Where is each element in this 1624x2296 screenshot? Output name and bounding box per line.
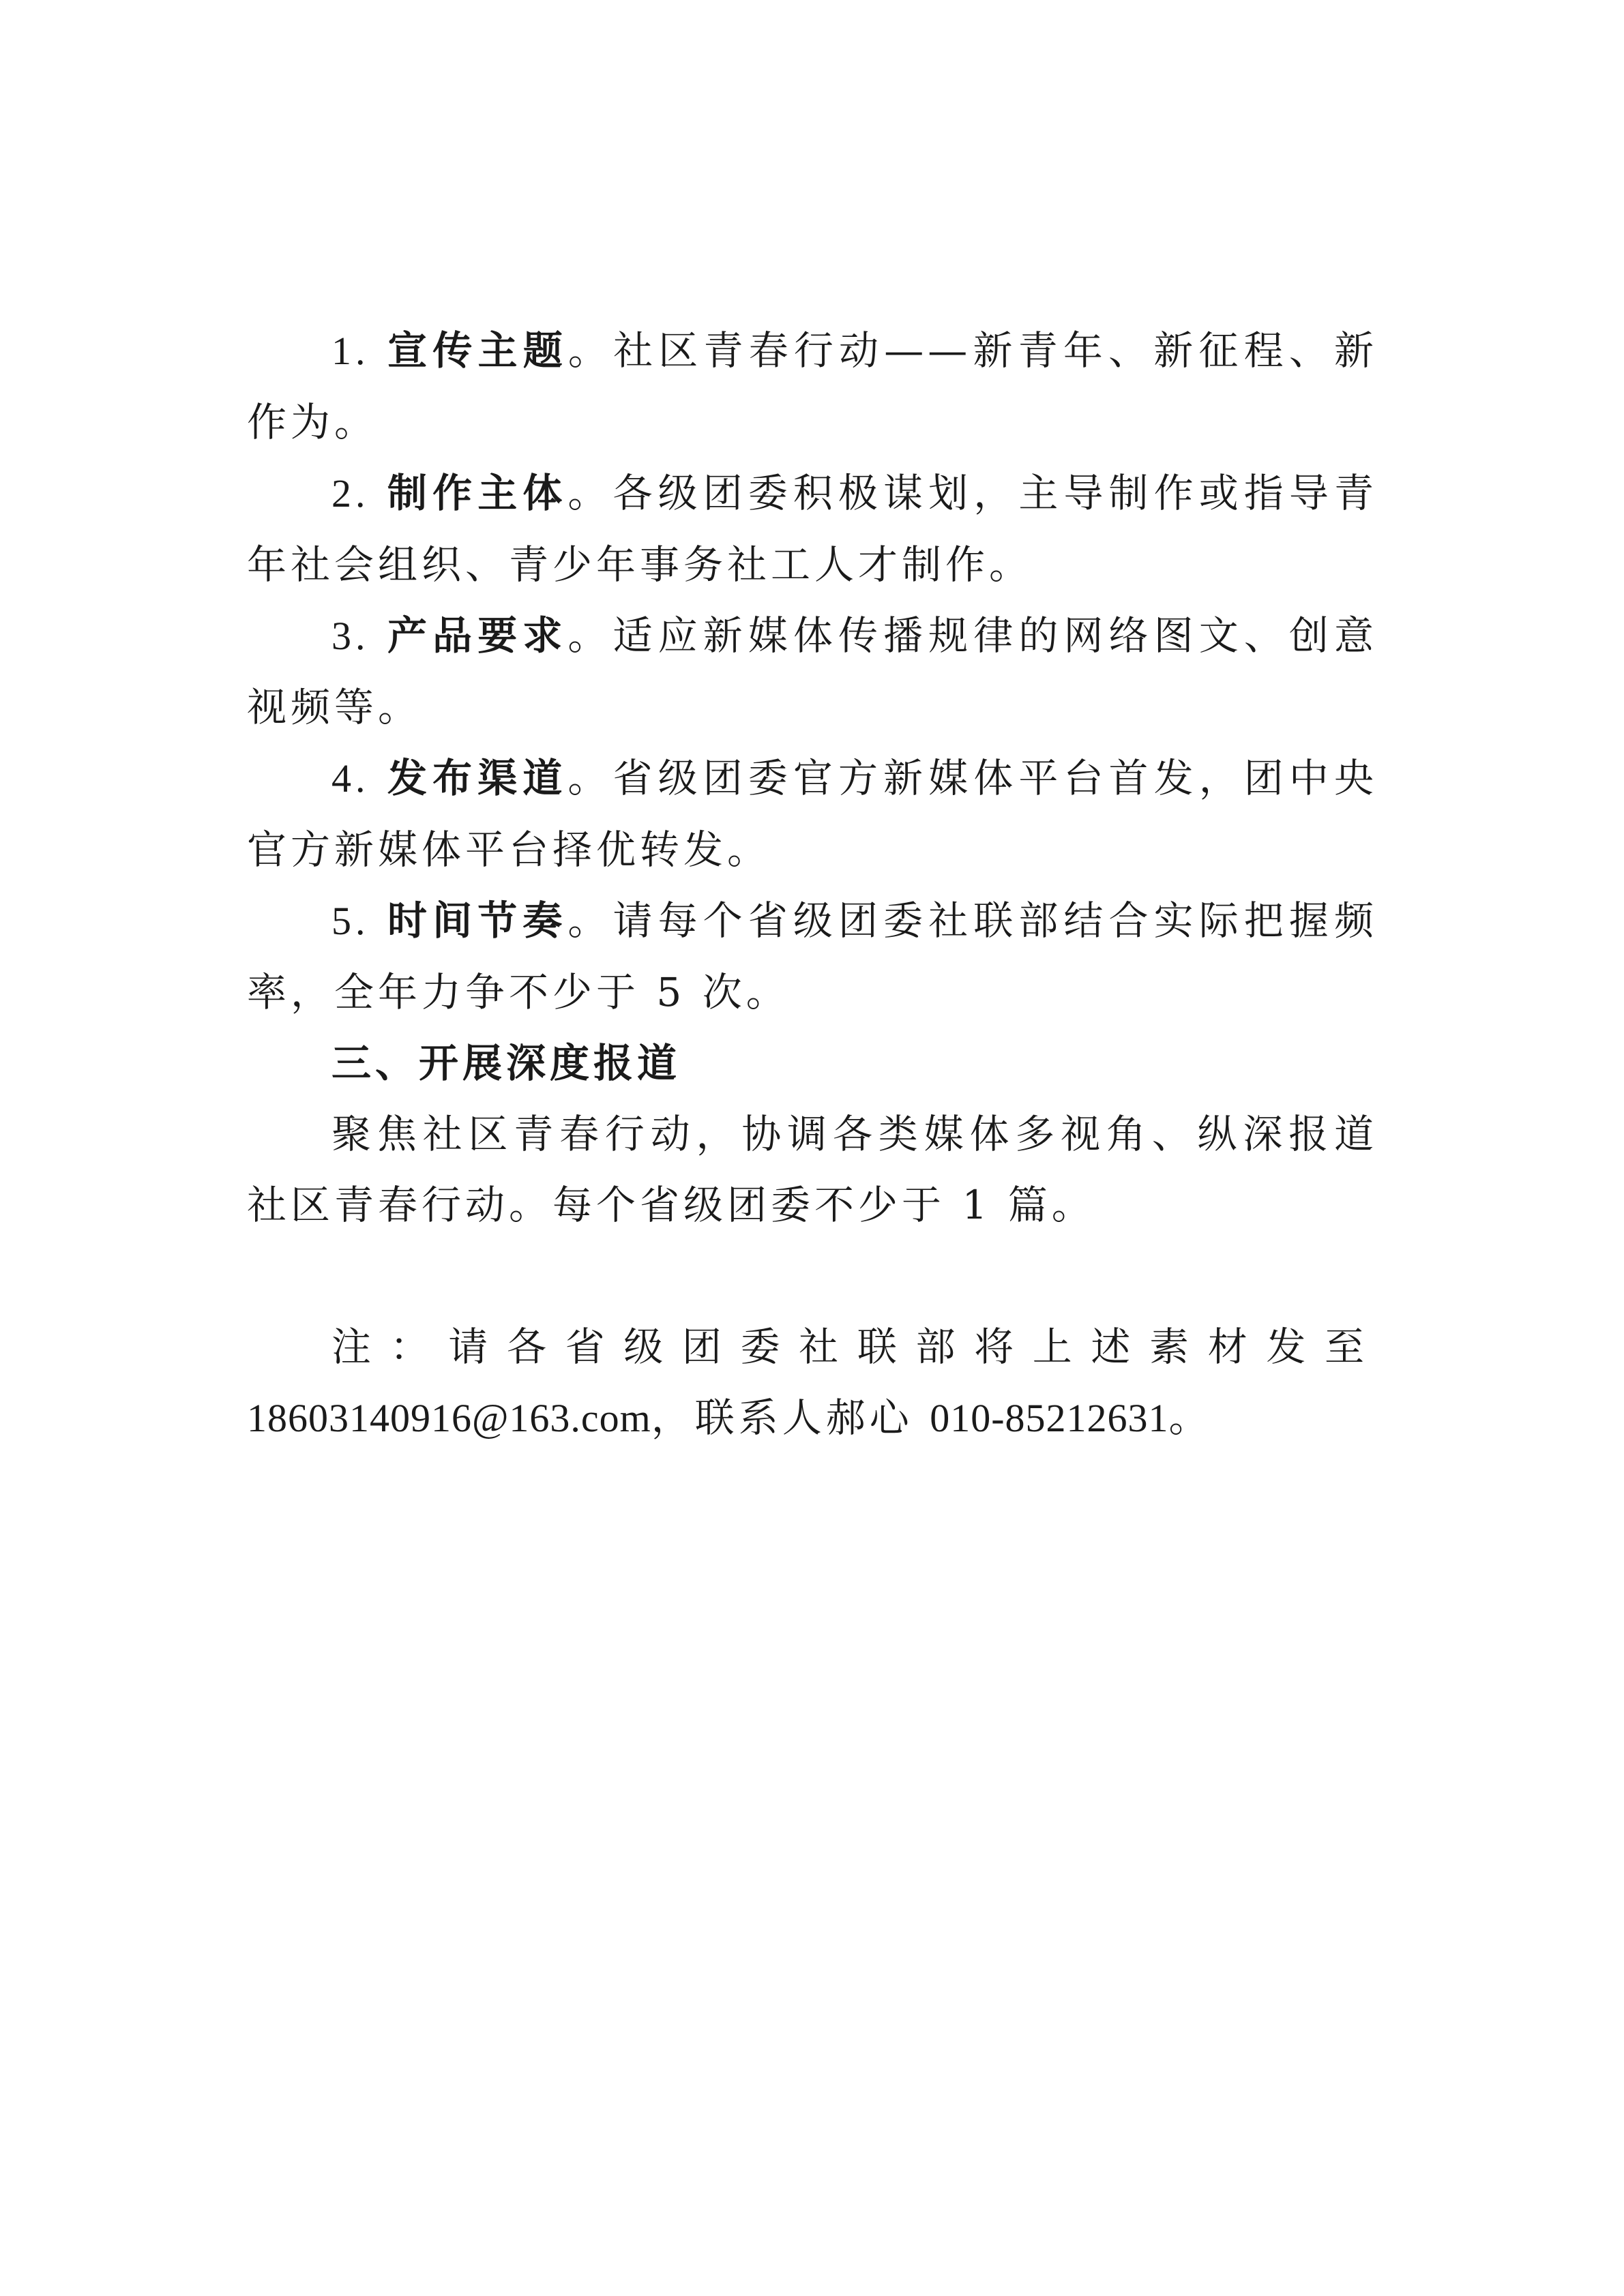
- item-heading: 产品要求: [387, 612, 568, 659]
- item-number: 5.: [331, 899, 370, 943]
- section-heading: 三、开展深度报道: [331, 1040, 681, 1086]
- item-number: 4.: [331, 756, 370, 801]
- note-paragraph: [247, 1311, 1378, 1454]
- item-text: 。社区青春行动——新青年、新征程、新作为。: [247, 327, 1378, 445]
- item-5: [247, 885, 1378, 1028]
- item-text: 。省级团委官方新媒体平台首发，团中央官方新媒体平台择优转发。: [247, 755, 1378, 873]
- item-text: 。请每个省级团委社联部结合实际把握频率，全年力争不少于 5 次。: [247, 897, 1378, 1015]
- item-text: 。适应新媒体传播规律的网络图文、创意视频等。: [247, 612, 1378, 730]
- item-heading: 时间节奏: [387, 897, 568, 944]
- document-body: [247, 315, 1378, 1454]
- item-3: [247, 600, 1378, 743]
- item-number: 3.: [331, 614, 370, 658]
- section-body: 聚焦社区青春行动，协调各类媒体多视角、纵深报道社区青春行动。每个省级团委不少于 1 篇。: [247, 1111, 1378, 1228]
- item-text: 。各级团委积极谋划，主导制作或指导青年社会组织、青少年事务社工人才制作。: [247, 470, 1378, 588]
- item-heading: 发布渠道: [387, 755, 568, 801]
- item-1: [247, 315, 1378, 458]
- item-2: [247, 458, 1378, 600]
- item-number: 1.: [331, 329, 370, 373]
- item-4: [247, 743, 1378, 885]
- contact-label: ，联系人郝心: [651, 1395, 930, 1441]
- contact-email: 18603140916@163.com: [247, 1396, 651, 1440]
- item-number: 2.: [331, 471, 370, 516]
- note-line-1: 注：请各省级团委社联部将上述素材发至: [331, 1324, 1378, 1370]
- item-heading: 宣传主题: [387, 327, 568, 374]
- note-end: 。: [1168, 1395, 1213, 1441]
- contact-phone: 010-85212631: [930, 1396, 1169, 1440]
- item-heading: 制作主体: [387, 470, 568, 516]
